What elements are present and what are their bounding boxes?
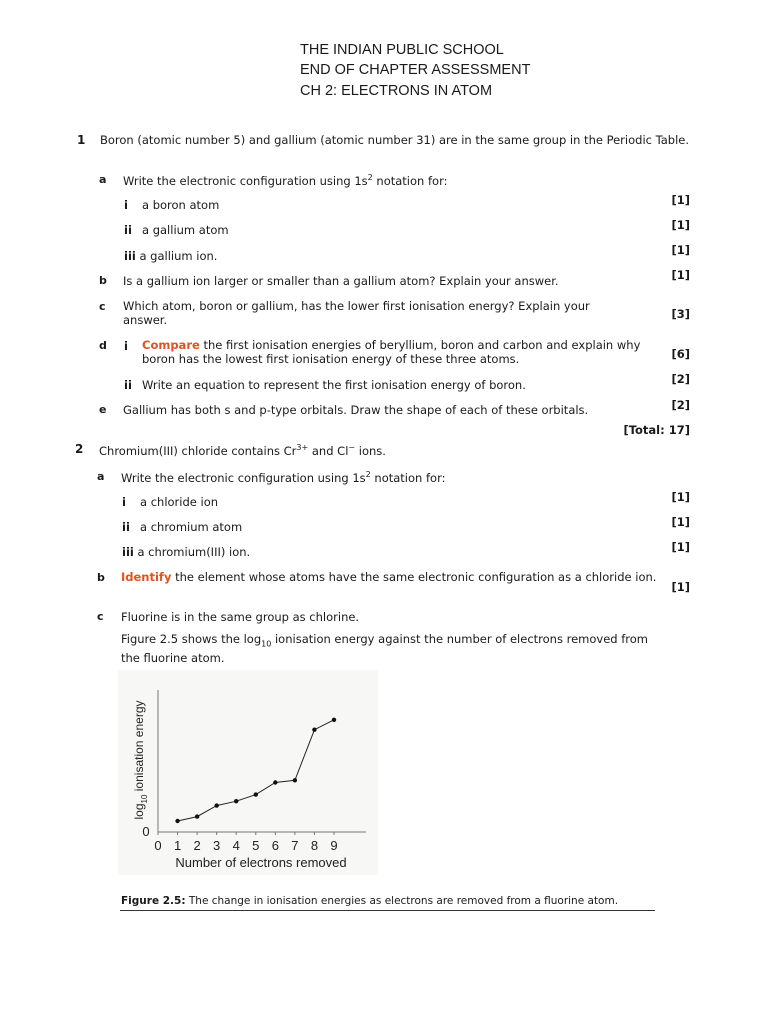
data-point xyxy=(175,819,179,823)
q1a-i-text: a boron atom xyxy=(142,198,220,212)
data-point xyxy=(234,799,238,803)
q2b-label: b xyxy=(97,571,105,584)
data-point xyxy=(332,718,336,722)
data-point xyxy=(293,778,297,782)
data-point xyxy=(254,792,258,796)
q2b-text: Identify the element whose atoms have the same electronic configuration as a chloride ion. xyxy=(121,570,657,584)
q2a-ii-text: a chromium atom xyxy=(140,520,243,534)
q2-stem: Chromium(III) chloride contains $Cr^{3+}$ and Cl− ions. xyxy=(99,443,386,458)
x-tick-label: 0 xyxy=(154,838,162,853)
q1a-iii-marks: [1] xyxy=(671,243,690,257)
figure-caption: Figure 2.5: The change in ionisation energies as electrons are removed from a fluorine atom. xyxy=(121,895,619,907)
q1a-iii xyxy=(124,249,217,263)
q2a-label: a xyxy=(97,470,105,483)
q1d-ii-roman: ii xyxy=(124,378,132,392)
q2c-label: c xyxy=(97,610,104,623)
q1a-i-marks: [1] xyxy=(671,193,690,207)
x-axis-label: Number of electrons removed xyxy=(175,855,347,870)
x-tick-label: 6 xyxy=(271,838,279,853)
q1d-i-marks: [6] xyxy=(671,347,690,361)
q1-stem: Boron (atomic number 5) and gallium (atomic number 31) are in the same group in the Periodic Table. xyxy=(100,133,690,147)
q2c-text: Fluorine is in the same group as chlorine. xyxy=(121,610,360,624)
q1e-label: e xyxy=(99,403,107,416)
q1a-label: a xyxy=(99,173,107,186)
q1b-marks: [1] xyxy=(671,268,690,282)
data-point xyxy=(195,814,199,818)
q2a-i-roman: i xyxy=(122,495,126,509)
y-axis-label: $\log_{10}$ ionisation energy xyxy=(132,700,149,820)
q2a-iii-roman: iii xyxy=(122,545,134,559)
q1d-i-text: Compare the first ionisation energies of beryllium, boron and carbon and explain why boron has the lowest first ionisation energy of these three atoms. xyxy=(142,338,641,366)
data-point xyxy=(214,803,218,807)
data-point xyxy=(312,728,316,732)
q1a-iii-text: a gallium ion. xyxy=(139,249,218,263)
header-assessment: END OF CHAPTER ASSESSMENT xyxy=(300,62,531,78)
x-tick-label: 7 xyxy=(291,838,299,853)
q1a-ii-roman: ii xyxy=(124,223,132,237)
x-tick-label: 4 xyxy=(232,838,240,853)
header-chapter: CH 2: ELECTRONS IN ATOM xyxy=(300,83,493,99)
data-point xyxy=(273,780,277,784)
q2b-command: Identify xyxy=(121,570,172,584)
y-tick-label: 0 xyxy=(142,824,150,839)
caption-rule xyxy=(120,910,655,911)
q2a-iii-text: a chromium(III) ion. xyxy=(137,545,251,559)
header-school: THE INDIAN PUBLIC SCHOOL xyxy=(300,42,504,58)
ionisation-energy-chart xyxy=(118,670,378,875)
q1c-marks: [3] xyxy=(671,307,690,321)
q2a-i-text: a chloride ion xyxy=(140,495,219,509)
x-tick-label: 3 xyxy=(213,838,221,853)
q1b-label: b xyxy=(99,274,107,287)
q2a-i-marks: [1] xyxy=(671,490,690,504)
q1a-ii-text: a gallium atom xyxy=(142,223,229,237)
x-tick-label: 9 xyxy=(330,838,338,853)
x-tick-label: 2 xyxy=(193,838,201,853)
x-tick-label: 5 xyxy=(252,838,260,853)
x-tick-label: 8 xyxy=(310,838,319,853)
q1a-text: Write the electronic configuration using $1s^2$ notation for: xyxy=(123,173,448,188)
q1-total: [Total: 17] xyxy=(623,423,690,437)
q1d-i-command: Compare xyxy=(142,338,200,352)
q1d-label: d xyxy=(99,339,107,352)
q2c-figure-intro: Figure 2.5 shows the $\log_{10}$ ionisation energy against the number of electrons removed from the fluorine atom. xyxy=(121,632,648,666)
q1a-iii-roman: iii xyxy=(124,249,136,263)
q2a-ii-roman: ii xyxy=(122,520,130,534)
q1d-i-roman: i xyxy=(124,339,128,353)
q2a-iii-marks: [1] xyxy=(671,540,690,554)
q2a-text: Write the electronic configuration using $1s^2$ notation for: xyxy=(121,470,446,485)
q1c-text: Which atom, boron or gallium, has the lower first ionisation energy? Explain your answer. xyxy=(123,299,590,327)
q1e-marks: [2] xyxy=(671,398,690,412)
q1a-i-roman: i xyxy=(124,198,128,212)
q1b-text: Is a gallium ion larger or smaller than a gallium atom? Explain your answer. xyxy=(123,274,559,288)
x-tick-label: 1 xyxy=(173,838,182,853)
q1d-ii-marks: [2] xyxy=(671,372,690,386)
q1-number: 1 xyxy=(77,133,86,147)
q2-number: 2 xyxy=(75,442,84,456)
q1e-text: Gallium has both s and p-type orbitals. Draw the shape of each of these orbitals. xyxy=(123,403,589,417)
q2a-ii-marks: [1] xyxy=(671,515,690,529)
figure-caption-label: Figure 2.5: xyxy=(121,895,186,907)
q2b-marks: [1] xyxy=(671,580,690,594)
q2a-iii xyxy=(122,545,250,559)
q1d-ii-text: Write an equation to represent the first ionisation energy of boron. xyxy=(142,378,526,392)
q1c-label: c xyxy=(99,300,106,313)
q1a-ii-marks: [1] xyxy=(671,218,690,232)
